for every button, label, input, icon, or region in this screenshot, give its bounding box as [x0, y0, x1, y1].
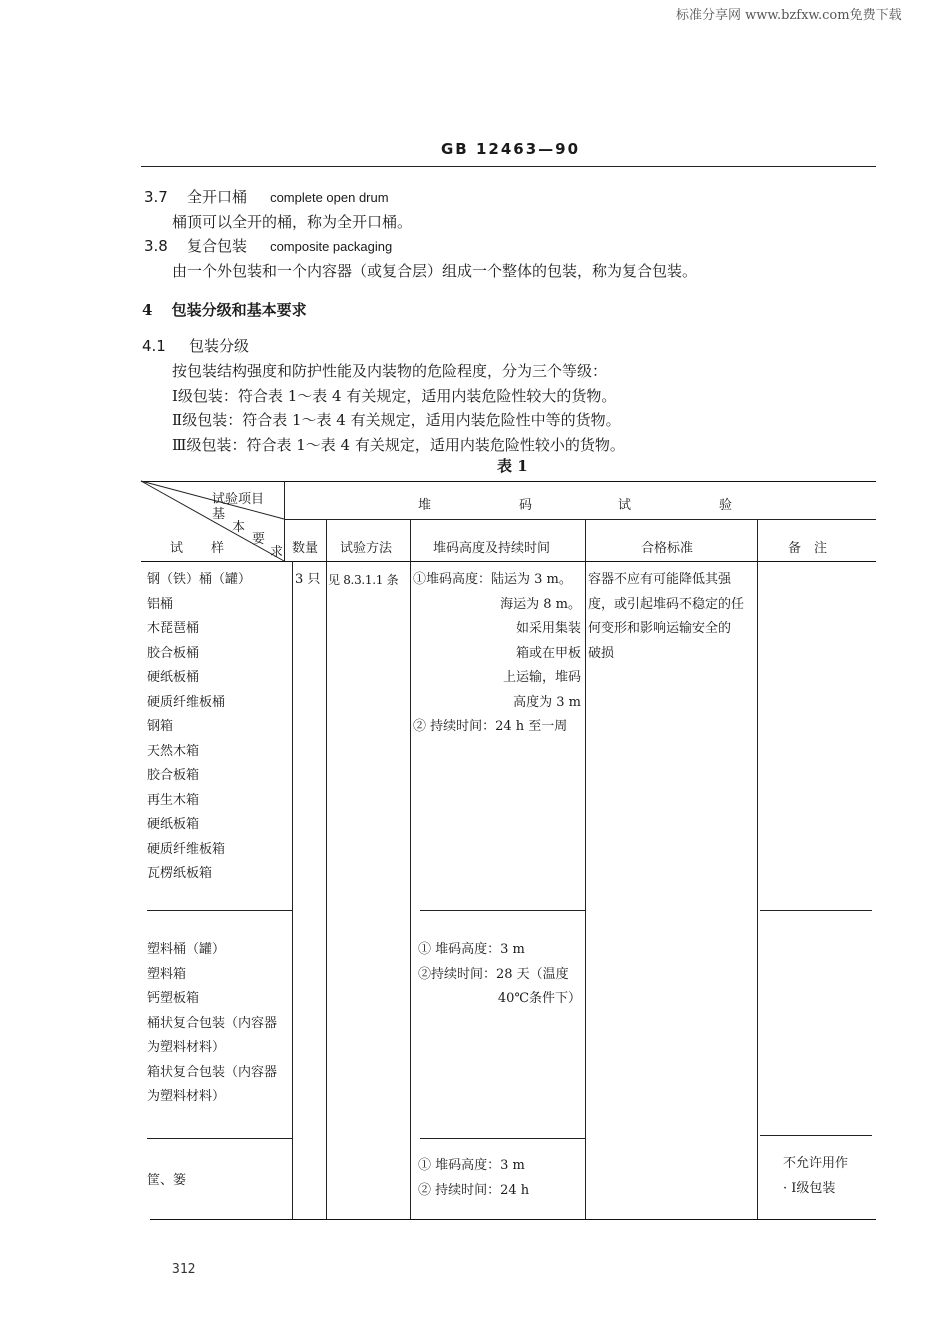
- row-1-samples: [147, 568, 251, 887]
- sample-item: 箱状复合包装（内容器: [147, 1064, 278, 1080]
- sample-item: 木琵琶桶: [147, 621, 200, 636]
- sample-item: 筐、篓: [147, 1173, 187, 1188]
- row-3-remark: [783, 1152, 848, 1201]
- criteria-line: 何变形和影响运输安全的: [588, 621, 732, 636]
- row-1-quantity: 3 只: [295, 572, 321, 587]
- height-line: 高度为 3 m: [513, 694, 581, 710]
- row-1-criteria: [588, 568, 744, 666]
- col-header-method: 试验方法: [340, 541, 393, 556]
- corner-basic-char: 求: [270, 545, 284, 560]
- sample-item: 胶合板桶: [147, 645, 200, 661]
- term-number: 3.8: [144, 237, 168, 255]
- sample-item: 为塑料材料）: [147, 1089, 226, 1104]
- document-id-header: GB 12463—90: [441, 140, 581, 158]
- sample-item: 为塑料材料）: [147, 1040, 226, 1055]
- watermark-text: 标准分享网 www.bzfxw.com免费下载: [676, 8, 902, 23]
- height-line: 箱或在甲板: [515, 645, 581, 661]
- subsection-number: 4.1: [142, 337, 166, 355]
- height-line: 如采用集装: [515, 621, 581, 636]
- corner-basic-char: 基: [212, 507, 226, 522]
- grading-intro: 按包装结构强度和防护性能及内装物的危险程度，分为三个等级：: [172, 362, 608, 380]
- criteria-line: 度，或引起堆码不稳定的任: [588, 596, 745, 612]
- sample-item: 瓦楞纸板箱: [147, 866, 213, 881]
- corner-sample-char: 样: [211, 541, 225, 556]
- height-line: 40℃条件下）: [497, 991, 581, 1006]
- height-line: 上运输，堆码: [502, 670, 581, 685]
- sample-item: 钙塑板箱: [147, 991, 200, 1006]
- level-1-text: Ⅰ级包装：符合表 1～表 4 有关规定，适用内装危险性较大的货物。: [172, 387, 617, 405]
- row-3-height-duration: [418, 1154, 529, 1203]
- sample-item: 胶合板箱: [147, 768, 200, 783]
- corner-test-item-label: 试验项目: [212, 492, 265, 507]
- row-1-method: 见 8.3.1.1 条: [328, 573, 399, 587]
- height-line: ② 持续时间：24 h 至一周: [413, 719, 568, 734]
- section-number: 4: [142, 301, 153, 319]
- table-caption: 表 1: [497, 457, 528, 475]
- sample-item: 硬质纤维板桶: [147, 694, 226, 710]
- term-english: composite packaging: [270, 239, 393, 254]
- remark-line: 不允许用作: [783, 1156, 849, 1171]
- page-number: 312: [172, 1262, 196, 1277]
- row-1-height-duration: [413, 568, 581, 740]
- term-chinese: 复合包装: [186, 237, 247, 255]
- sample-item: 铝桶: [147, 596, 174, 612]
- sample-item: 天然木箱: [147, 743, 200, 759]
- height-line: ②持续时间：28 天（温度: [418, 966, 569, 982]
- height-line: ①堆码高度：陆运为 3 m。: [413, 572, 572, 587]
- sample-item: 桶状复合包装（内容器: [147, 1015, 278, 1031]
- term-3-7-definition: 桶顶可以全开的桶，称为全开口桶。: [172, 213, 413, 231]
- term-english: complete open drum: [270, 190, 389, 205]
- row-2-height-duration: [418, 938, 581, 1012]
- group-header-char: 堆: [418, 498, 432, 513]
- col-header-criteria: 合格标准: [641, 541, 694, 556]
- corner-basic-char: 本: [232, 520, 246, 535]
- sample-item: 塑料箱: [147, 966, 187, 982]
- height-line: ② 持续时间：24 h: [418, 1182, 530, 1198]
- sample-item: 硬纸板箱: [147, 817, 200, 832]
- sample-item: 钢箱: [147, 719, 174, 734]
- corner-sample-char: 试: [170, 541, 184, 556]
- sample-item: 塑料桶（罐）: [147, 942, 226, 957]
- corner-basic-char: 要: [252, 532, 266, 547]
- height-line: 海运为 8 m。: [500, 596, 581, 612]
- subsection-title: 包装分级: [188, 337, 249, 355]
- criteria-line: 容器不应有可能降低其强: [588, 572, 732, 587]
- remark-line: · Ⅰ级包装: [783, 1180, 836, 1196]
- height-line: ① 堆码高度：3 m: [418, 942, 525, 957]
- height-line: ① 堆码高度：3 m: [418, 1158, 525, 1173]
- sample-item: 硬质纤维板箱: [147, 841, 226, 857]
- criteria-line: 破损: [588, 645, 615, 661]
- section-title: 包装分级和基本要求: [171, 301, 307, 319]
- level-2-text: Ⅱ级包装：符合表 1～表 4 有关规定，适用内装危险性中等的货物。: [172, 411, 621, 429]
- sample-item: 硬纸板桶: [147, 670, 200, 685]
- sample-item: 再生木箱: [147, 792, 200, 808]
- group-header-char: 试: [618, 498, 632, 513]
- term-number: 3.7: [144, 188, 168, 206]
- col-header-quantity: 数量: [292, 541, 319, 556]
- sample-item: 钢（铁）桶（罐）: [147, 572, 252, 587]
- row-3-samples: [147, 1169, 186, 1194]
- group-header-char: 码: [519, 498, 533, 513]
- group-header-char: 验: [719, 498, 733, 513]
- term-chinese: 全开口桶: [186, 188, 247, 206]
- level-3-text: Ⅲ级包装：符合表 1～表 4 有关规定，适用内装危险性较小的货物。: [172, 436, 625, 454]
- term-3-8-definition: 由一个外包装和一个内容器（或复合层）组成一个整体的包装，称为复合包装。: [172, 262, 698, 280]
- row-2-samples: [147, 938, 277, 1110]
- col-header-remark: 备 注: [788, 541, 828, 556]
- col-header-height-duration: 堆码高度及持续时间: [433, 541, 551, 556]
